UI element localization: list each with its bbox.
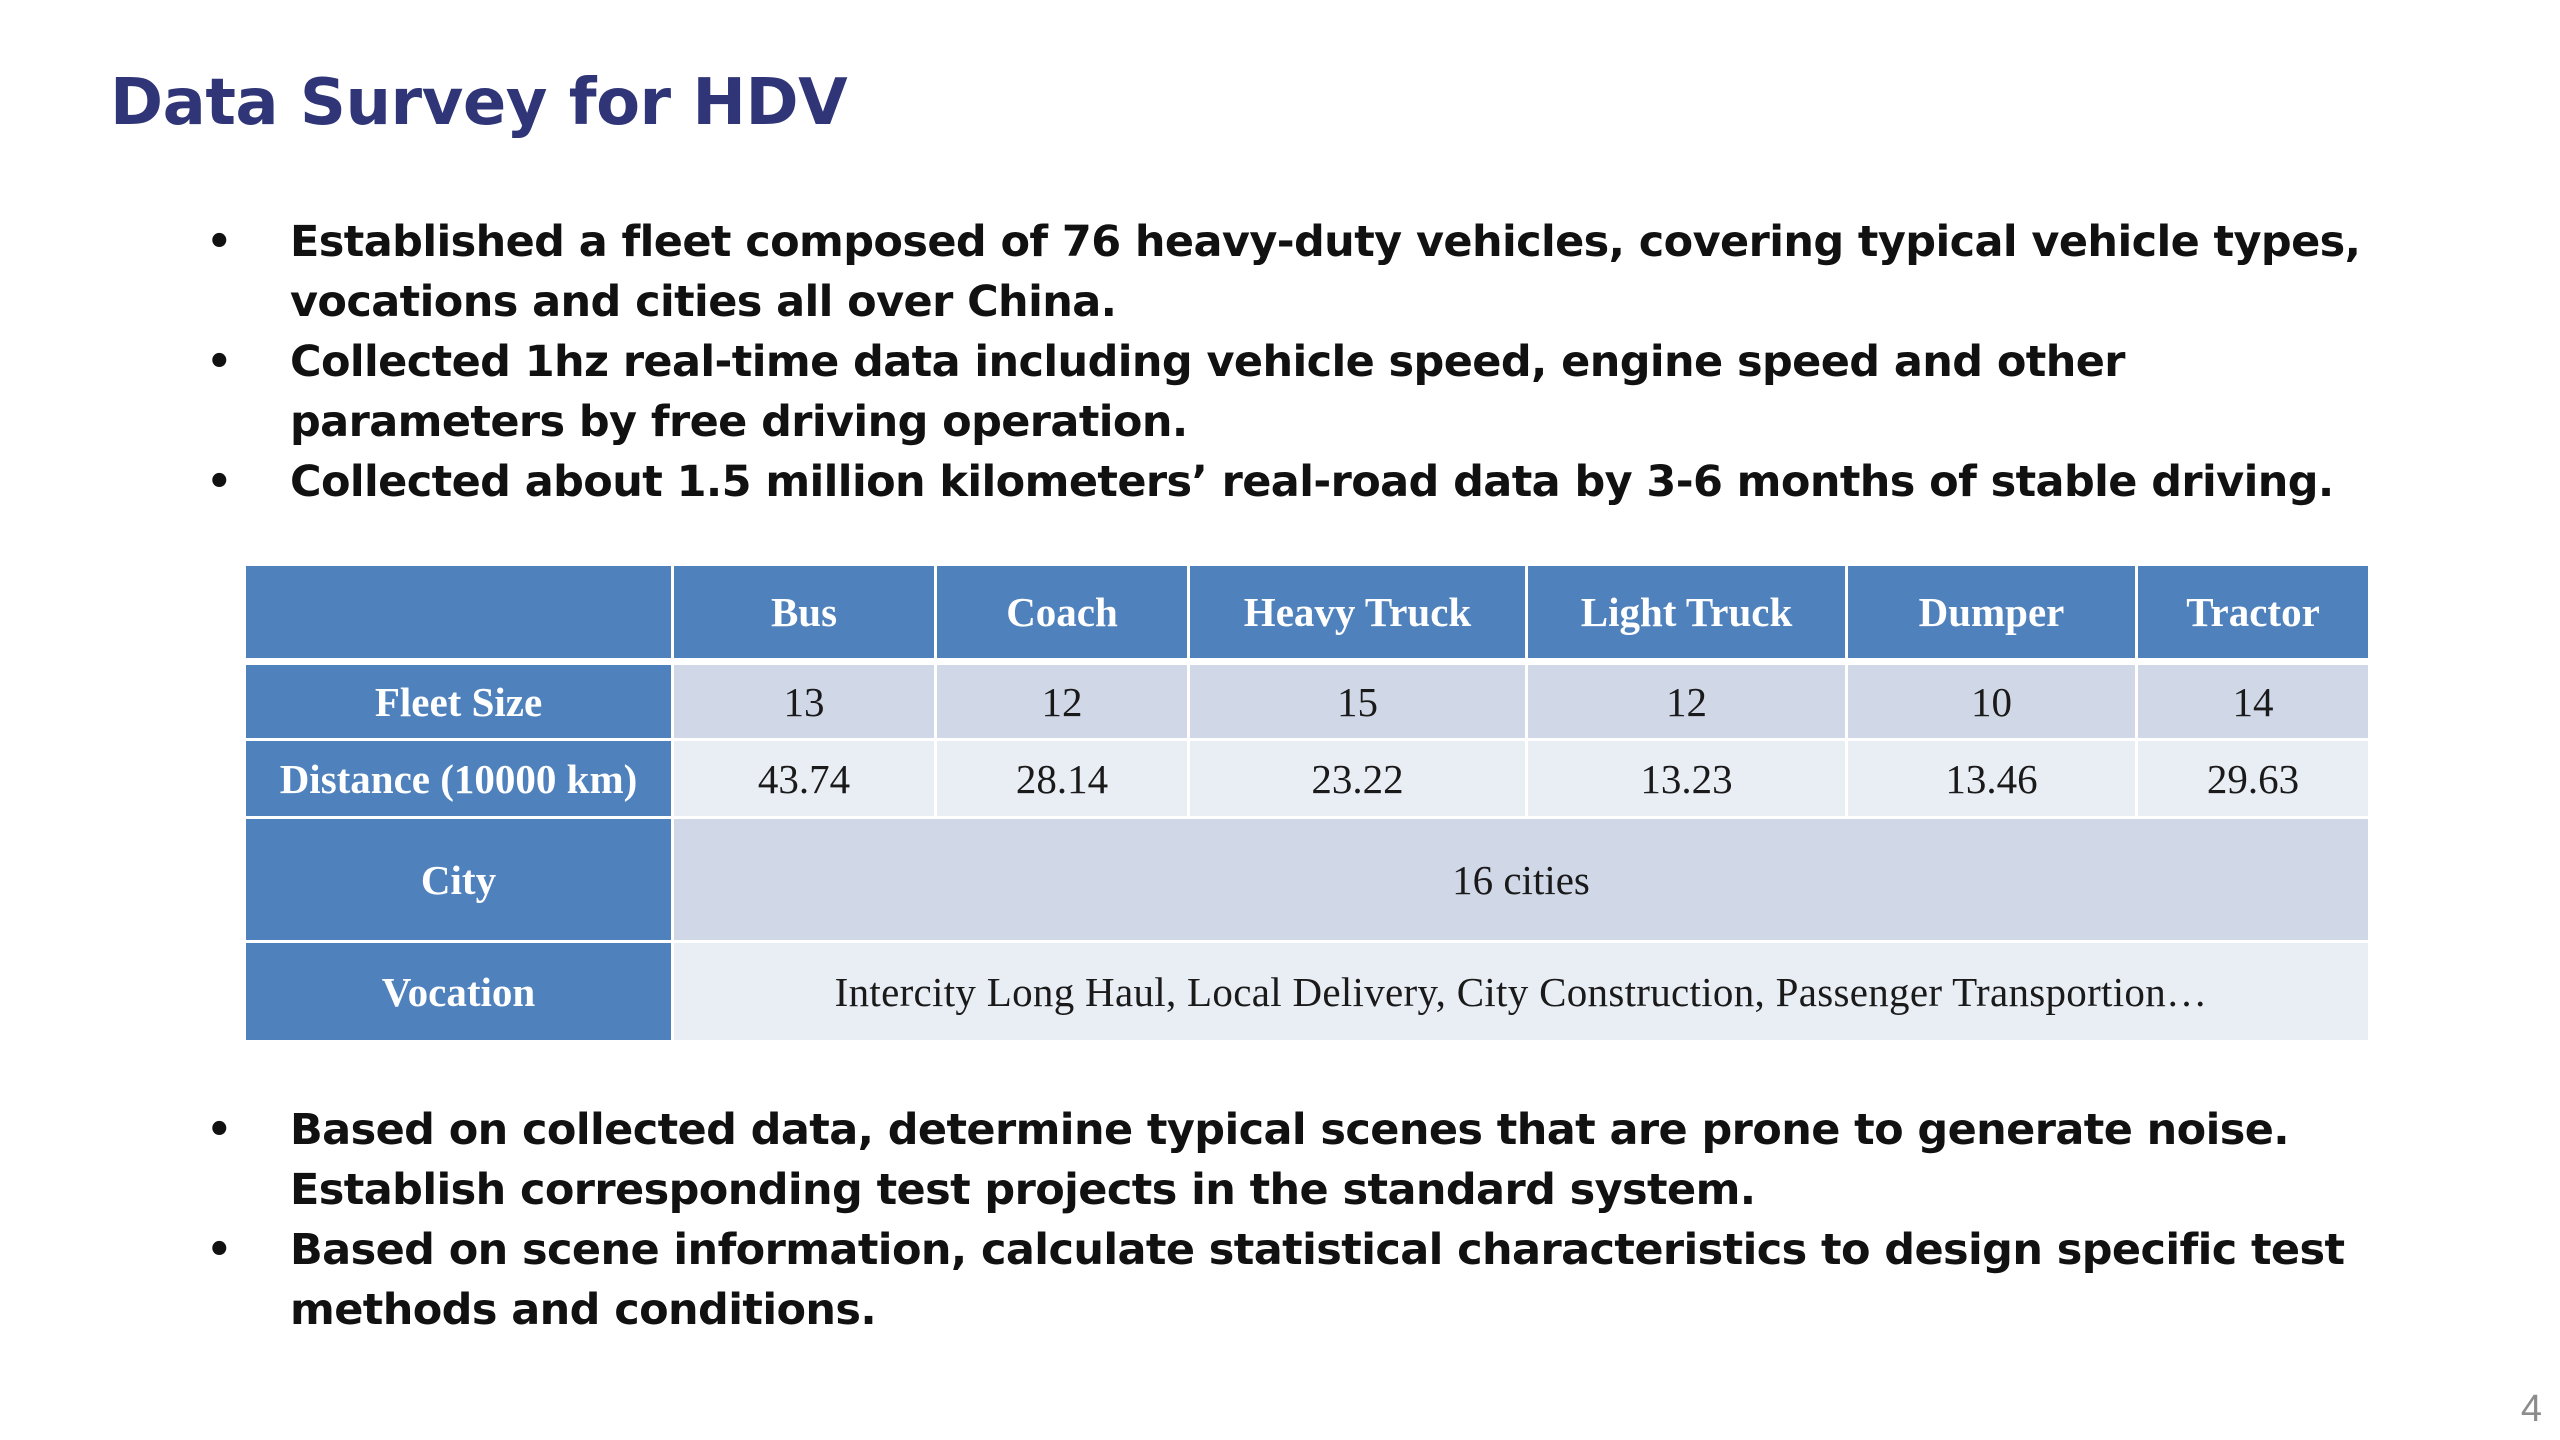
row-header-vocation: Vocation: [245, 942, 673, 1042]
row-header-distance: Distance (10000 km): [245, 740, 673, 818]
table-cell: 15: [1189, 662, 1527, 740]
table-cell: 29.63: [2137, 740, 2370, 818]
bullet-item: [204, 452, 2404, 512]
bullet-dot-icon: •: [206, 459, 232, 505]
bullet-list-bottom: [204, 1100, 2404, 1340]
table-cell: 43.74: [673, 740, 936, 818]
table-row-city: [245, 818, 2370, 942]
bullet-item: [204, 1220, 2404, 1340]
bullet-list-top: [204, 212, 2404, 512]
city-cell: 16 cities: [673, 818, 2370, 942]
table-cell: 10: [1847, 662, 2137, 740]
bullet-dot-icon: •: [206, 339, 232, 385]
row-header-city: City: [245, 818, 673, 942]
table-cell: 14: [2137, 662, 2370, 740]
table-cell: 13.46: [1847, 740, 2137, 818]
table-cell: 28.14: [936, 740, 1189, 818]
table-cell: 23.22: [1189, 740, 1527, 818]
table-cell: 12: [1527, 662, 1847, 740]
table-cell: 12: [936, 662, 1189, 740]
table-row-fleet-size: [245, 662, 2370, 740]
table-cell: 13.23: [1527, 740, 1847, 818]
bullet-text: Based on collected data, determine typical scenes that are prone to generate noise. Establish corresponding test projects in the standard system.: [290, 1105, 2290, 1215]
slide-title: Data Survey for HDV: [110, 66, 848, 140]
bullet-text: Collected 1hz real-time data including vehicle speed, engine speed and other parameters by free driving operation.: [290, 337, 2125, 447]
bullet-dot-icon: •: [206, 219, 232, 265]
column-header-coach: Coach: [936, 565, 1189, 662]
table-row-distance: [245, 740, 2370, 818]
bullet-text: Collected about 1.5 million kilometers’ real-road data by 3-6 months of stable driving.: [290, 457, 2334, 507]
bullet-item: [204, 212, 2404, 332]
column-header-heavy-truck: Heavy Truck: [1189, 565, 1527, 662]
table-cell: 13: [673, 662, 936, 740]
column-header-dumper: Dumper: [1847, 565, 2137, 662]
bullet-text: Based on scene information, calculate statistical characteristics to design specific test methods and conditions.: [290, 1225, 2345, 1335]
bullet-item: [204, 332, 2404, 452]
bullet-dot-icon: •: [206, 1227, 232, 1273]
table-header-row: [245, 565, 2370, 662]
table-corner-cell: [245, 565, 673, 662]
table-row-vocation: [245, 942, 2370, 1042]
fleet-data-table: [243, 563, 2371, 1043]
bullet-text: Established a fleet composed of 76 heavy-duty vehicles, covering typical vehicle types, vocations and cities all over China.: [290, 217, 2361, 327]
row-header-fleet-size: Fleet Size: [245, 662, 673, 740]
vocation-cell: Intercity Long Haul, Local Delivery, City Construction, Passenger Transportion…: [673, 942, 2370, 1042]
column-header-light-truck: Light Truck: [1527, 565, 1847, 662]
bullet-item: [204, 1100, 2404, 1220]
page-number: 4: [2520, 1388, 2542, 1430]
column-header-tractor: Tractor: [2137, 565, 2370, 662]
bullet-dot-icon: •: [206, 1107, 232, 1153]
column-header-bus: Bus: [673, 565, 936, 662]
